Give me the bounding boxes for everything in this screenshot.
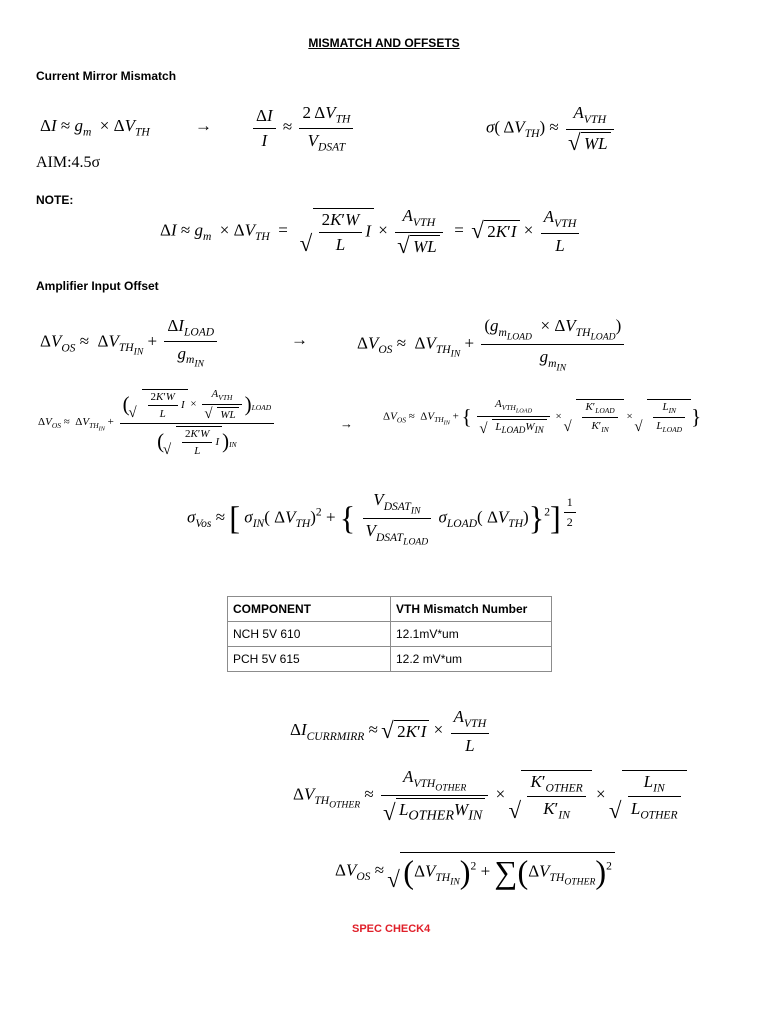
equation-sigma-vth: σ( $\Delta V_{TH}$) ≈ $A_{VTH}$ √ WL xyxy=(486,103,617,154)
component-table xyxy=(227,596,552,672)
arrow-3: → xyxy=(340,416,353,431)
spec-check-label: SPEC CHECK4 xyxy=(352,923,431,935)
section-heading-note: NOTE: xyxy=(36,193,74,207)
table-cell: 12.1mV*um xyxy=(391,622,552,647)
equation-delta-vos-total: $\Delta V_{OS}$ ≈ √ $(\Delta V_{TH_{IN}})^2 + \sum(\Delta V_{TH_{OTHER}})^2$ xyxy=(335,852,615,891)
equation-note: $\Delta I \approx g_m \times \Delta V_{TH}$ = √ $\frac{2K'W}{L}$ I × $A_{VTH}$ √ WL = √ 2K′I × $\frac{A_{VTH}}{L}$ xyxy=(160,206,582,257)
equation-delta-i-currmirr: $\Delta I_{CURRMIRR}$ ≈ √ 2K′I × $\frac{A_{VTH}}{L}$ xyxy=(290,707,492,756)
section-heading-amplifier-offset: Amplifier Input Offset xyxy=(36,279,159,293)
table-cell: NCH 5V 610 xyxy=(228,622,391,647)
arrow-1: → xyxy=(195,116,212,135)
table-cell: PCH 5V 615 xyxy=(228,647,391,672)
equation-vos-4: $\Delta V_{OS} \approx \Delta V_{TH_{IN}}$ + { $A_{VTH_{LOAD}}$ √ $L_{LOAD}W_{IN}$ × √ $\frac{K'_{LOAD}}{K'_{IN}}$ × √ $\frac{L_{IN}}{L_{LOAD}}$ } xyxy=(383,398,701,436)
aim-text: AIM:4.5σ xyxy=(36,154,101,171)
table-cell: 12.2 mV*um xyxy=(391,647,552,672)
arrow-2: → xyxy=(291,330,308,349)
equation-vos-3: $\Delta V_{OS} \approx \Delta V_{TH_{IN}}$ + ( √ $\frac{2K'W}{L}$ I × $A_{VTH}$ √ WL )$_{LOAD}$ ( √ $\frac{2K'W}{L}$ I )$_{IN}$ xyxy=(38,388,277,457)
section-heading-current-mirror: Current Mirror Mismatch xyxy=(36,69,177,83)
table-row xyxy=(228,622,552,647)
equation-vos-1: $\Delta V_{OS} \approx \Delta V_{TH_{IN}}$ + $\frac{\Delta I_{LOAD}}{g_{m_{IN}}}$ xyxy=(40,316,220,370)
equation-delta-i: $\Delta I \approx g_m \times \Delta V_{TH}$ xyxy=(40,116,150,139)
equation-delta-vth-other: $\Delta V_{TH_{OTHER}}$ ≈ $A_{VTH_{OTHER}}$ √ $L_{OTHER}W_{IN}$ × √ $\frac{K'_{OTHER}}{K'_{IN}}$ × √ $\frac{L_{IN}}{L_{OTHER}}$ xyxy=(293,767,687,824)
table-header-row xyxy=(228,597,552,622)
table-header-cell: VTH Mismatch Number xyxy=(391,597,552,622)
equation-vos-2: $\Delta V_{OS} \approx \Delta V_{TH_{IN}}$ + $\frac{(g_{m_{LOAD}} \times \Delta V_{TH_{LOAD}})}{g_{m_{IN}}}$ xyxy=(357,316,627,373)
equation-sigma-vos: $\sigma_{Vos}$ ≈ [ $\sigma_{IN}$( $\Delta V_{TH})^2$ + { $\frac{V_{DSAT_{IN}}}{V_{DSAT_{LOAD}}}$ $\sigma_{LOAD}$( $\Delta V_{TH})\}^2$] $^{\frac{1}{2}}$ xyxy=(187,490,579,547)
table-row xyxy=(228,647,552,672)
document-title: MISMATCH AND OFFSETS xyxy=(308,36,460,50)
equation-delta-i-over-i: $\frac{\Delta I}{I}$ ≈ $\frac{2 \Delta V_{TH}}{V_{DSAT}}$ xyxy=(250,103,356,153)
table-header-cell: COMPONENT xyxy=(228,597,391,622)
